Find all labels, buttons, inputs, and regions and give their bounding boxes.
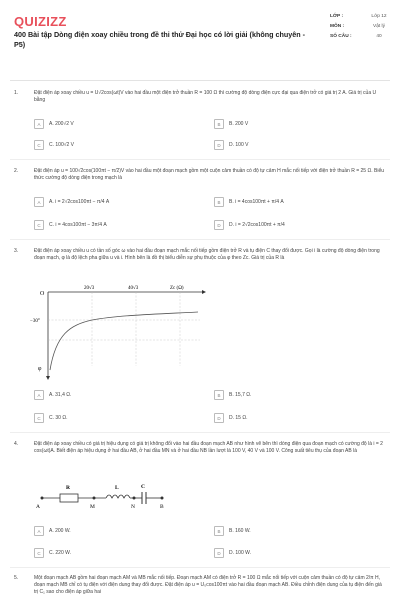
answer-option-c[interactable] [34, 413, 67, 423]
option-text: D. i = 2√2cos100πt + π/4 [229, 222, 285, 228]
info-value: Lớp 12 [371, 14, 387, 19]
option-key: C [34, 413, 44, 423]
label-l: L [115, 485, 119, 491]
question-number: 4. [14, 441, 19, 447]
option-key: D [214, 220, 224, 230]
option-text: C. 220 W. [49, 550, 71, 556]
option-key: A [34, 390, 44, 400]
option-text: B. i = 4cos100πt + π/4 A [229, 199, 284, 205]
question-text: Đặt điện áp u = 100√2cos(100πt − π/2)V vào hai đầu một đoạn mạch gồm một cuộn cảm thuần có độ tự cảm H mắc nối tiếp với điện trở thuần R = 25 Ω. Biểu thức cường độ dòng điện trong mạch là [34, 168, 385, 181]
info-label: SỐ CÂU : [330, 34, 352, 39]
info-panel [330, 14, 392, 44]
graph-origin: O [40, 291, 45, 297]
question-text: Đặt điện áp xoay chiều u = U√2cos(ωt)V vào hai đầu một điện trở thuần R = 100 Ω thì cường độ dòng điện cực đại qua điện trở có giá trị 2 A. Giá trị của U bằng [34, 90, 377, 103]
option-text: D. 100 W. [229, 550, 251, 556]
option-key: D [214, 413, 224, 423]
option-text: D. 100 V [229, 142, 249, 148]
resistor [60, 494, 78, 502]
option-key: C [34, 548, 44, 558]
x-arrow [202, 290, 206, 294]
option-text: C. 100√2 V [49, 142, 74, 148]
answer-option-b[interactable] [214, 197, 284, 207]
answer-option-a[interactable] [34, 390, 71, 400]
option-key: A [34, 526, 44, 536]
option-text: B. 200 V [229, 121, 249, 127]
info-value: 40 [376, 34, 382, 39]
option-key: A [34, 197, 44, 207]
label-r: R [66, 485, 70, 491]
answer-option-d[interactable] [214, 220, 285, 230]
answer-option-b[interactable] [214, 390, 251, 400]
question-text: Một đoạn mạch AB gồm hai đoạn mạch AM và MB mắc nối tiếp. Đoạn mạch AM có điện trở R = 100 Ω mắc nối tiếp với cuộn cảm thuần có độ tự cảm 2/π H, đoạn mạch MB chỉ có tụ điện với điện dung thay đổi được. Đặt điện áp u = U₀cos100πt vào hai đầu đoạn mạch AB. Điều chỉnh điện dung của tụ điện đến giá trị C₁ sao cho điện áp giữa hai [34, 575, 382, 595]
answer-option-b[interactable] [214, 119, 248, 129]
question-number: 5. [14, 575, 19, 581]
question-number: 1. [14, 90, 19, 96]
label-b: B [160, 504, 164, 510]
option-text: B. 160 W. [229, 528, 251, 534]
option-text: A. 31,4 Ω. [49, 392, 72, 398]
option-text: B. 15,7 Ω. [229, 392, 252, 398]
phase-graph [30, 280, 210, 380]
answer-option-a[interactable] [34, 197, 109, 207]
answer-option-d[interactable] [214, 548, 251, 558]
info-grade [330, 14, 392, 19]
document-header [0, 0, 400, 70]
answer-option-d[interactable] [214, 140, 248, 150]
y-tick-1: −30° [30, 319, 40, 324]
label-a: A [36, 504, 40, 510]
answer-option-b[interactable] [214, 526, 251, 536]
answer-option-c[interactable] [34, 140, 74, 150]
option-key: B [214, 119, 224, 129]
answer-option-c[interactable] [34, 220, 107, 230]
option-text: D. 15 Ω. [229, 415, 248, 421]
info-value: Vật lý [373, 24, 385, 29]
question-divider [10, 159, 390, 160]
question-number: 2. [14, 168, 19, 174]
option-text: A. i = 2√2cos100πt − π/4 A [49, 199, 110, 205]
option-key: D [214, 140, 224, 150]
answer-option-a[interactable] [34, 526, 71, 536]
info-count [330, 34, 392, 39]
option-key: C [34, 140, 44, 150]
option-key: D [214, 548, 224, 558]
y-axis-label: φ [38, 366, 42, 372]
option-key: B [214, 197, 224, 207]
option-text: A. 200√2 V [49, 121, 74, 127]
option-key: C [34, 220, 44, 230]
x-axis-label: Zc (Ω) [170, 286, 184, 291]
option-key: B [214, 526, 224, 536]
label-n: N [131, 504, 135, 510]
y-arrow [46, 376, 50, 380]
option-text: C. i = 4cos100πt − 3π/4 A [49, 222, 107, 228]
info-label: MÔN : [330, 24, 345, 29]
x-tick-1: 20√3 [84, 286, 95, 291]
option-text: C. 30 Ω. [49, 415, 68, 421]
answer-option-a[interactable] [34, 119, 74, 129]
phase-curve [50, 312, 198, 370]
inductor [106, 495, 130, 498]
option-key: B [214, 390, 224, 400]
option-key: A [34, 119, 44, 129]
document-title: 400 Bài tập Dòng điện xoay chiều trong đề thi thử Đại học có lời giải (không chuyên - P5) [14, 30, 306, 49]
answer-option-d[interactable] [214, 413, 247, 423]
question-divider [10, 567, 390, 568]
x-tick-2: 40√3 [128, 286, 139, 291]
answer-option-c[interactable] [34, 548, 71, 558]
header-divider [10, 80, 390, 81]
circuit-diagram [34, 474, 174, 514]
question-text: Đặt điện áp xoay chiều có giá trị hiệu dụng có giá trị không đổi vào hai đầu đoạn mạch AB như hình vẽ bên thì dòng điện qua đoạn mạch có cường độ là i = 2 cos(ωt)A. Biết điện áp hiệu dụng ở hai đầu AB, ở hai đầu MN và ở hai đầu NB lần lượt là 100 V, 40 V và 100 V. Công suất tiêu thụ của đoạn AB là [34, 441, 383, 454]
info-label: LỚP : [330, 14, 344, 19]
option-text: A. 200 W. [49, 528, 71, 534]
info-subject [330, 24, 392, 29]
question-number: 3. [14, 248, 19, 254]
label-m: M [90, 504, 95, 510]
grid [48, 292, 200, 366]
question-text: Đặt điện áp xoay chiều u có tần số góc ω vào hai đầu đoạn mạch mắc nối tiếp gồm điện trở R và tụ điện C thay đổi được. Gọi i là cường độ dòng điện trong đoạn mạch, φ là độ lệch pha giữa u và i. Hình bên là đồ thị biểu diễn sự phụ thuộc của φ theo Zc. Giá trị của R là [34, 248, 380, 261]
quizizz-logo: QUIZIZZ [14, 14, 67, 29]
question-divider [10, 432, 390, 433]
question-divider [10, 239, 390, 240]
label-c: C [141, 484, 145, 490]
